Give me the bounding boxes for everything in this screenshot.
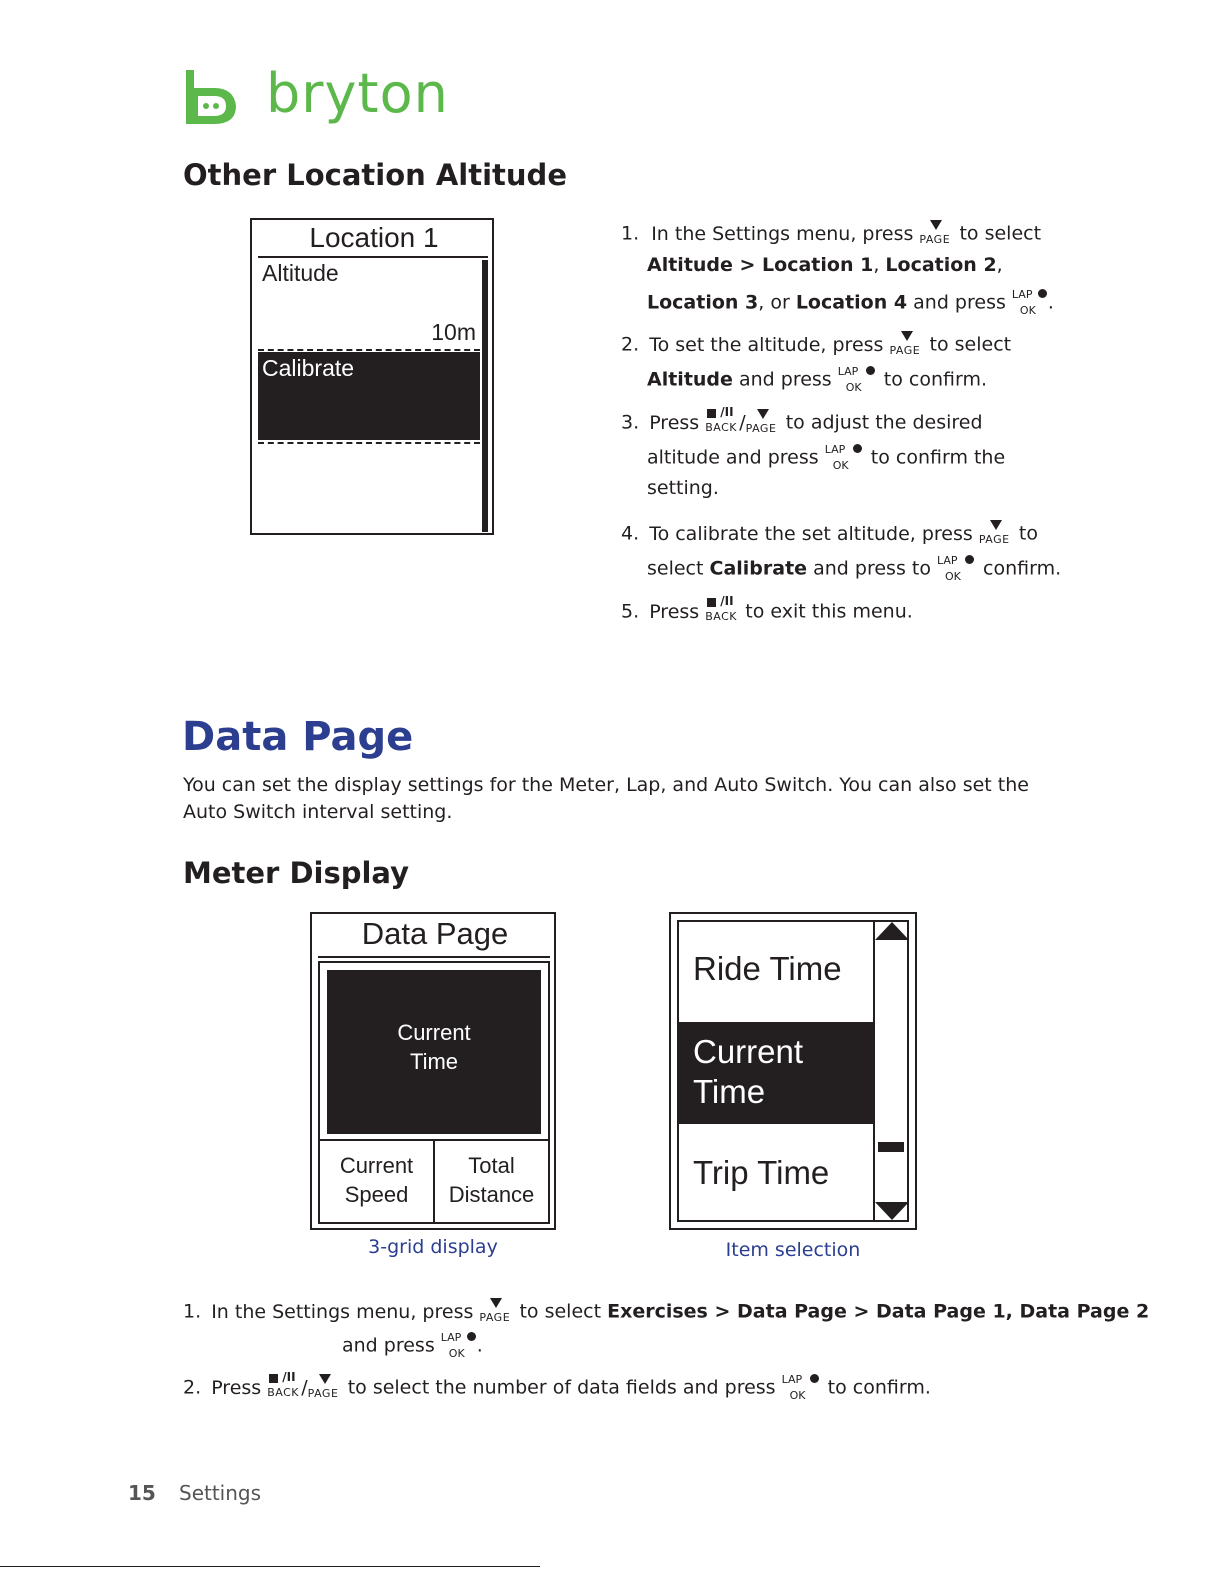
bryton-logo-icon bbox=[182, 68, 240, 126]
step-3: 3. Press /II BACK / PAGE to adjust the desired bbox=[621, 405, 983, 435]
intro-line-1: You can set the display settings for the Meter, Lap, and Auto Switch. You can also set the bbox=[183, 774, 1029, 796]
step-3-line2: altitude and press LAP OK to confirm the bbox=[647, 443, 1006, 472]
item-selection-screen bbox=[669, 912, 917, 1230]
lap-ok-button-icon: LAP OK bbox=[937, 554, 977, 584]
grid-frame bbox=[318, 961, 550, 1224]
caption-3-grid-display: 3-grid display bbox=[368, 1236, 498, 1258]
scroll-track bbox=[873, 922, 875, 1220]
step-4-line2: select Calibrate and press to LAP OK confirm. bbox=[647, 554, 1062, 583]
bryton-logo bbox=[182, 62, 449, 132]
calibrate-item-selected bbox=[258, 352, 480, 440]
item-list-frame bbox=[677, 920, 909, 1222]
step-5: 5. Press /II BACK to exit this menu. bbox=[621, 598, 913, 626]
step-1-line2: Altitude > Location 1, Location 2, bbox=[647, 254, 1003, 276]
scrollbar bbox=[482, 260, 488, 532]
section-heading-other-location-altitude: Other Location Altitude bbox=[183, 158, 567, 192]
page-button-icon: PAGE bbox=[890, 331, 924, 359]
intro-line-2: Auto Switch interval setting. bbox=[183, 801, 453, 823]
grid-cell-current-speed: Current Speed bbox=[339, 1153, 414, 1207]
back-button-icon: /II BACK bbox=[267, 1370, 300, 1399]
list-item-trip-time: Trip Time bbox=[693, 1154, 830, 1191]
page-button-icon: PAGE bbox=[979, 520, 1013, 548]
step-1-line3: Location 3, or Location 4 and press LAP OK . bbox=[647, 288, 1054, 317]
page-number: 15 bbox=[128, 1481, 156, 1505]
step-2-line2: Altitude and press LAP OK to confirm. bbox=[647, 365, 988, 394]
scroll-down-arrow-icon bbox=[875, 1202, 909, 1220]
step-2: 2. To set the altitude, press PAGE to select bbox=[621, 331, 1011, 359]
grid-screen-title: Data Page bbox=[361, 916, 509, 951]
altitude-value: 10m bbox=[431, 319, 476, 345]
brand-wordmark: bryton bbox=[266, 62, 449, 125]
footer-section-name: Settings bbox=[179, 1481, 262, 1505]
calibrate-label: Calibrate bbox=[262, 355, 355, 381]
lap-ok-button-icon: LAP OK bbox=[782, 1373, 822, 1403]
data-page-step-2: 2. Press /II BACK / PAGE to select the number of data fields and press LAP OK to confirm. bbox=[183, 1370, 931, 1402]
altitude-label: Altitude bbox=[262, 260, 339, 286]
data-page-step-1: 1. In the Settings menu, press PAGE to select Exercises > Data Page > Data Page 1, Data Page 2 bbox=[183, 1298, 1149, 1326]
lap-ok-button-icon: LAP OK bbox=[838, 365, 878, 395]
lap-ok-button-icon: LAP OK bbox=[441, 1331, 477, 1361]
back-button-icon: /II BACK bbox=[705, 594, 738, 623]
grid-cell-total-distance: Total Distance bbox=[448, 1153, 535, 1207]
scroll-up-arrow-icon bbox=[875, 922, 909, 940]
lap-ok-button-icon: LAP OK bbox=[825, 443, 865, 473]
caption-item-selection: Item selection bbox=[725, 1239, 861, 1261]
step-3-line3: setting. bbox=[647, 477, 719, 499]
location-screen bbox=[250, 218, 494, 535]
back-button-icon: /II BACK bbox=[705, 405, 738, 434]
list-item-ride-time: Ride Time bbox=[693, 950, 842, 987]
step-4: 4. To calibrate the set altitude, press PAGE to bbox=[621, 520, 1038, 548]
page-button-icon: PAGE bbox=[746, 409, 780, 437]
page-button-icon: PAGE bbox=[919, 220, 953, 248]
bottom-rule bbox=[0, 1566, 540, 1567]
page-button-icon: PAGE bbox=[308, 1374, 342, 1402]
grid-main-cell: Current Time bbox=[327, 970, 541, 1134]
title-underline bbox=[258, 256, 488, 258]
scroll-thumb bbox=[878, 1142, 904, 1152]
page-button-icon: PAGE bbox=[479, 1298, 513, 1326]
lap-ok-button-icon: LAP OK bbox=[1012, 288, 1048, 318]
location-screen-title: Location 1 bbox=[309, 222, 439, 253]
grid-display-screen bbox=[310, 912, 556, 1230]
list-item-current-time-selected: Current Time bbox=[679, 1022, 873, 1124]
data-page-step-1-line2: and press LAP OK . bbox=[342, 1331, 483, 1360]
divider-dashed-top bbox=[258, 349, 480, 351]
subheading-meter-display: Meter Display bbox=[183, 856, 410, 890]
grid-title-underline bbox=[318, 956, 550, 958]
divider-dashed-bottom bbox=[258, 442, 480, 444]
section-heading-data-page: Data Page bbox=[182, 714, 414, 760]
step-1: 1. In the Settings menu, press PAGE to select bbox=[621, 220, 1041, 248]
